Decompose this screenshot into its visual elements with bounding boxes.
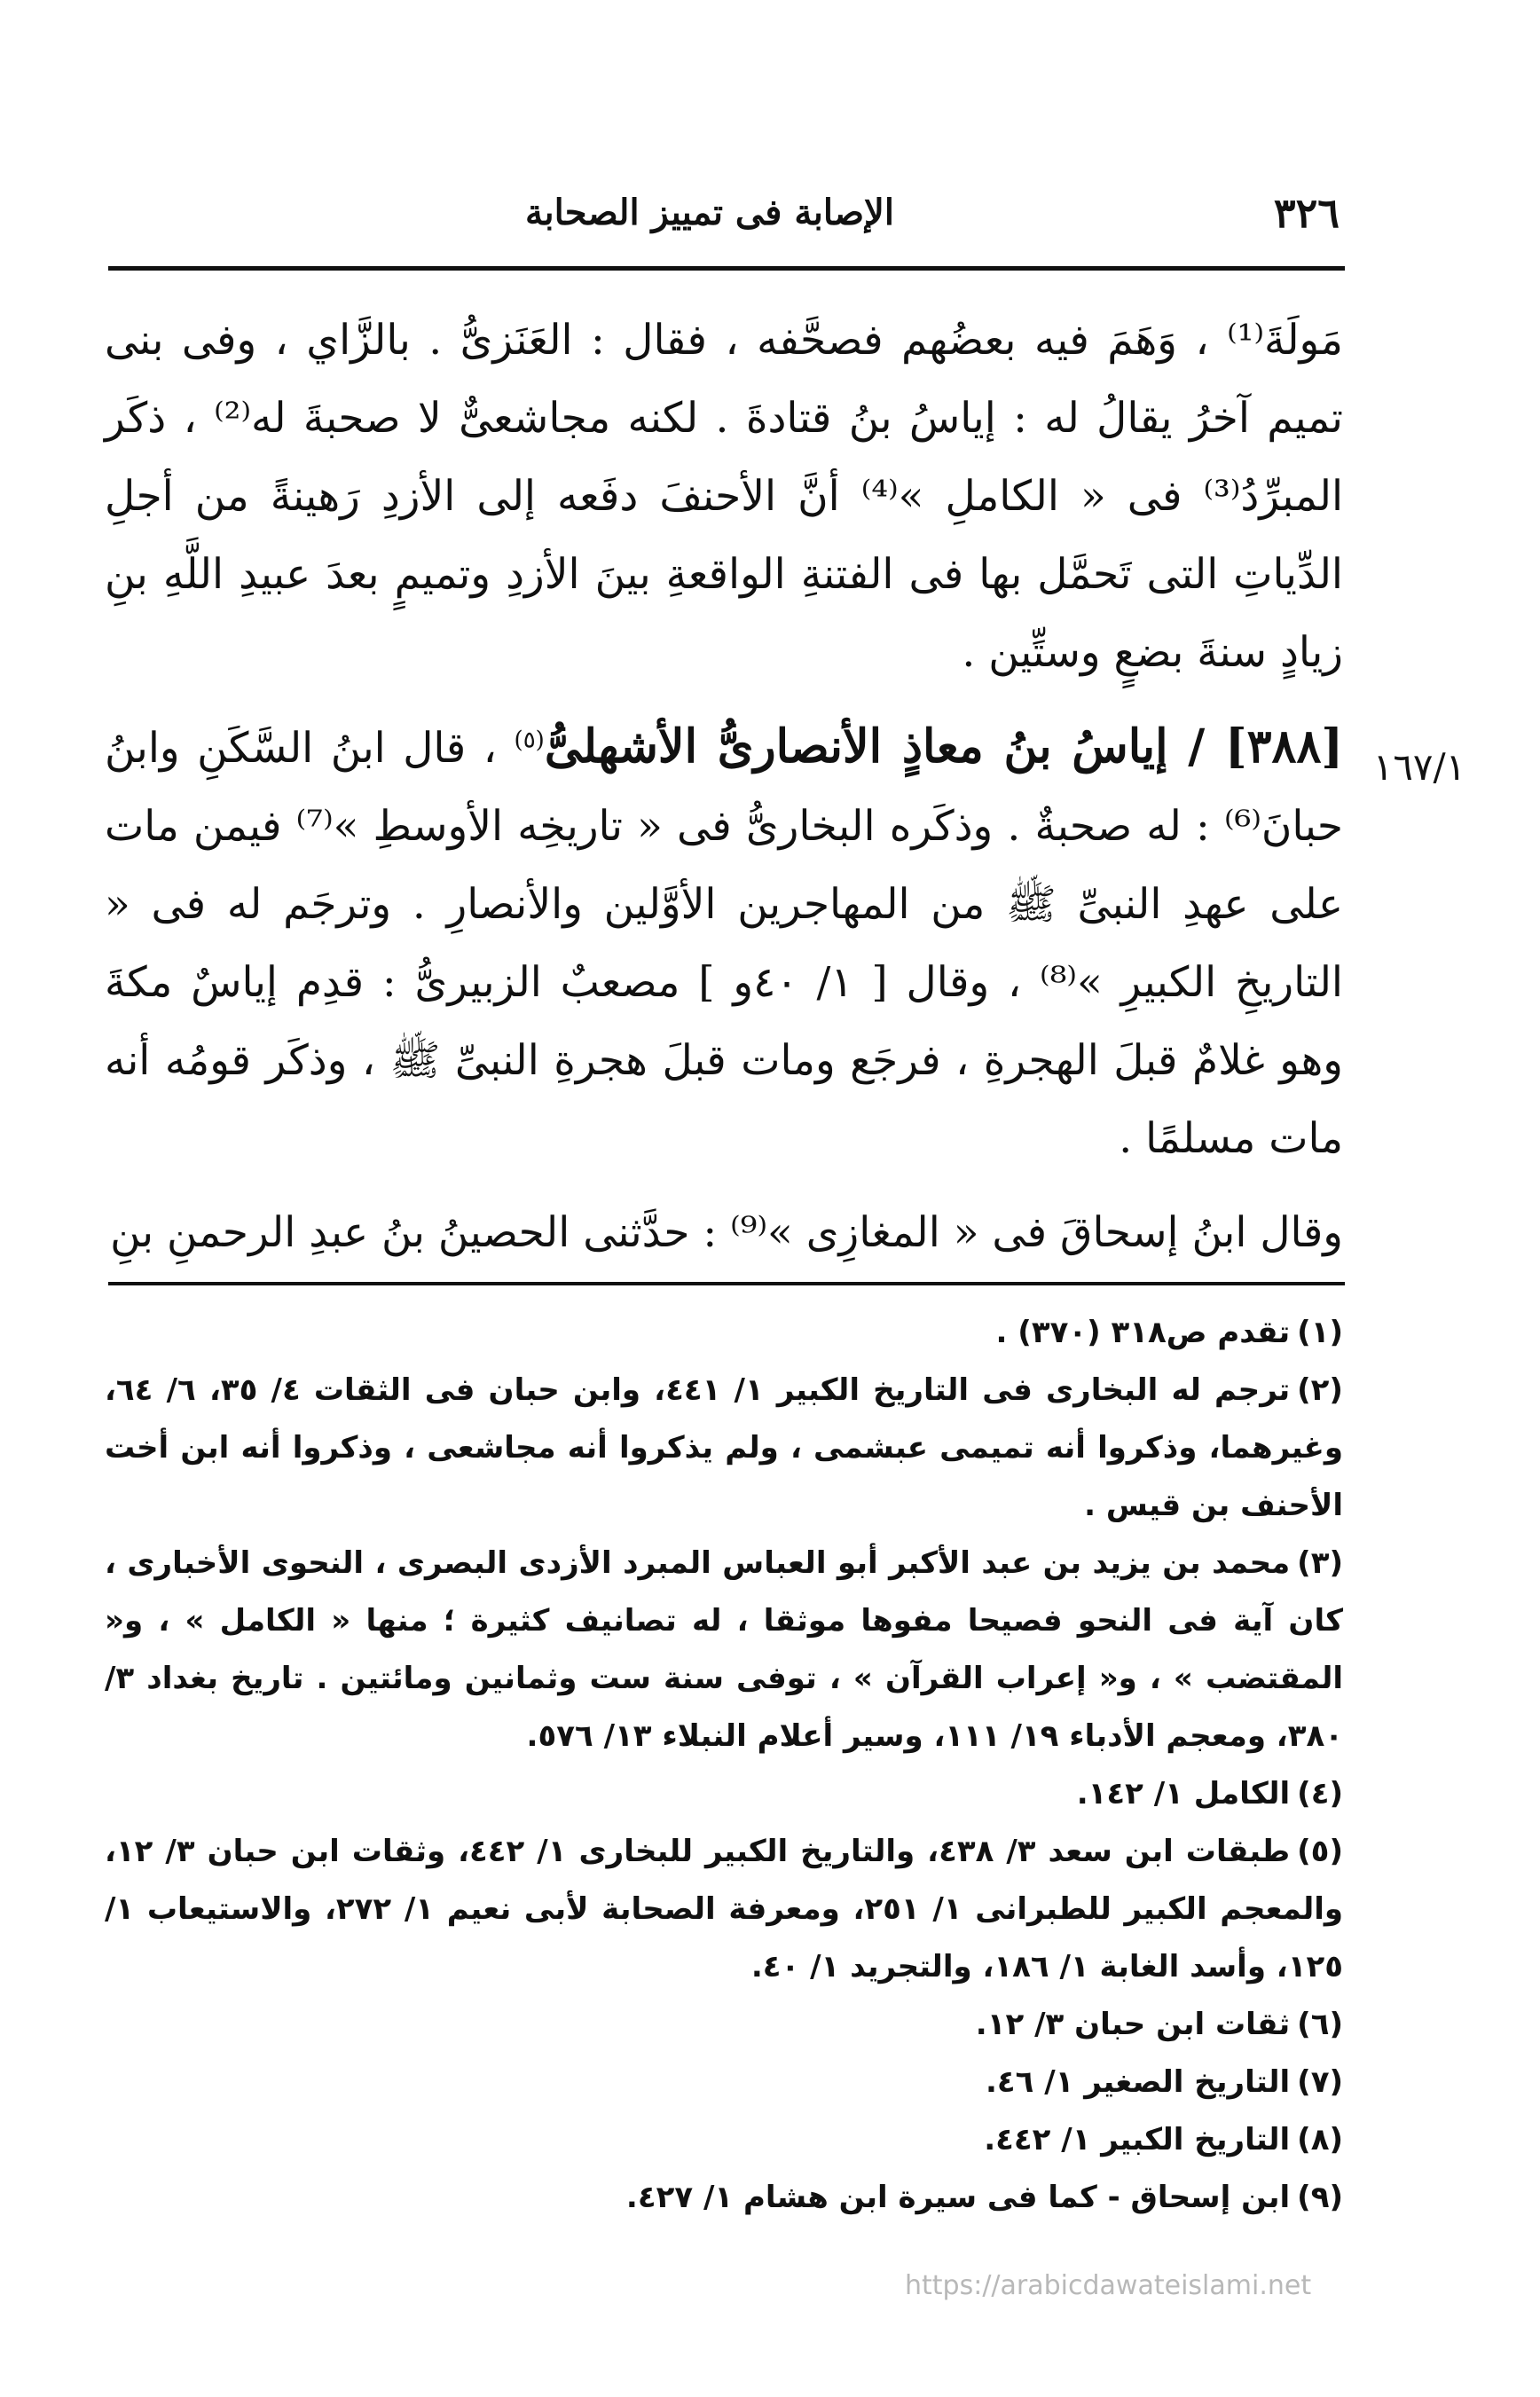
footnote-text: ابن إسحاق - كما فى سيرة ابن هشام ١/ ٤٢٧. — [625, 2180, 1291, 2215]
footnote-text: التاريخ الصغير ١/ ٤٦. — [985, 2064, 1291, 2100]
page-number: ٣٢٦ — [1273, 189, 1340, 237]
running-head-title: الإصابة فى تمييز الصحابة — [525, 192, 894, 233]
footnote — [105, 2111, 1343, 2169]
main-text — [105, 302, 1343, 1260]
footnote-text: محمد بن يزيد بن عبد الأكبر أبو العباس المبرد الأزدى البصرى ، النحوى الأخبارى ، كان آية فى النحو فصيحا مفوها موثقا ، له تصانيف كثيرة ؛ منها « الكامل » ، و« المقتضب » ، و« إعراب القرآن » ، توفى سنة ست وثمانين ومائتين . تاريخ بغداد ٣/ ٣٨٠، ومعجم الأدباء ١٩/ ١١١، وسير أعلام النبلاء ١٣/ ٥٧٦. — [105, 1545, 1343, 1754]
footnote — [105, 2054, 1343, 2111]
paragraph-1: مَولَةَ⁽¹⁾ ، وَهَمَ فيه بعضُهم فصحَّفه ، فقال : العَنَزىُّ . بالزَّاي ، وفى بنى تميم آخرُ يقالُ له : إياسُ بنُ قتادةَ . لكنه مجاشعىٌّ لا صحبةَ له⁽²⁾ ، ذكَر المبرِّدُ⁽³⁾ فى « الكاملِ »⁽⁴⁾ أنَّ الأحنفَ دفَعه إلى الأزدِ رَهينةً من أجلِ الدِّياتِ التى تَحمَّل بها فى الفتنةِ الواقعةِ بينَ الأزدِ وتميمٍ بعدَ عبيدِ اللَّهِ بنِ زيادٍ سنةَ بضعٍ وستِّين . — [105, 316, 1343, 677]
footnote-text: التاريخ الكبير ١/ ٤٤٢. — [984, 2122, 1291, 2157]
footnote-text: الكامل ١/ ١٤٢. — [1076, 1776, 1291, 1812]
footnote-number: (٣) — [1297, 1545, 1343, 1581]
footnote — [105, 1823, 1343, 1996]
entry-heading: [٣٨٨] / إياسُ بنُ معاذٍ الأنصارىُّ الأشهلىُّ — [544, 719, 1343, 774]
header-rule — [108, 266, 1345, 271]
footnote-number: (١) — [1297, 1315, 1343, 1350]
footnote — [105, 1304, 1343, 1362]
paragraph-2-text: ، قال ابنُ السَّكَنِ وابنُ حبانَ⁽⁶⁾ : له صحبةٌ . وذكَره البخارىُّ فى « تاريخِه الأوسطِ »⁽⁷⁾ فيمن مات على عهدِ النبىِّ ﷺ من المهاجرين الأوَّلين والأنصارِ . وترجَم له فى « التاريخِ الكبيرِ »⁽⁸⁾ ، وقال [ ١/ ٤٠و ] مصعبٌ الزبيرىُّ : قدِم إياسٌ مكةَ وهو غلامٌ قبلَ الهجرةِ ، فرجَع ومات قبلَ هجرةِ النبىِّ ﷺ ، وذكَر قومُه أنه مات مسلمًا . — [105, 724, 1343, 1163]
footnote-number: (٤) — [1297, 1776, 1343, 1812]
entry-heading-note: (٥) — [514, 727, 545, 754]
margin-reference: ١٦٧/١ — [1372, 745, 1466, 789]
footnote — [105, 1765, 1343, 1823]
footnote — [105, 1362, 1343, 1535]
footnote-number: (٩) — [1297, 2180, 1343, 2215]
footnote-text: تقدم ص٣١٨ (٣٧٠) . — [995, 1315, 1291, 1350]
footnote-text: ثقات ابن حبان ٣/ ١٢. — [975, 2007, 1291, 2042]
footnote-number: (٨) — [1297, 2122, 1343, 2157]
footnote — [105, 2169, 1343, 2227]
footnote-text: طبقات ابن سعد ٣/ ٤٣٨، والتاريخ الكبير للبخارى ١/ ٤٤٢، وثقات ابن حبان ٣/ ١٢، والمعجم الكبير للطبرانى ١/ ٢٥١، ومعرفة الصحابة لأبى نعيم ١/ ٢٧٢، والاستيعاب ١/ ١٢٥، وأسد الغابة ١/ ١٨٦، والتجريد ١/ ٤٠. — [105, 1834, 1343, 1984]
paragraph-2 — [105, 708, 1343, 1178]
footnote-rule — [108, 1282, 1345, 1285]
watermark-url: https://arabicdawateislami.net — [905, 2270, 1312, 2301]
footnotes — [105, 1304, 1343, 2307]
paragraph-3: وقال ابنُ إسحاقَ فى « المغازِى »⁽⁹⁾ : حدَّثنى الحصينُ بنُ عبدِ الرحمنِ بنِ — [110, 1208, 1343, 1257]
footnote — [105, 1535, 1343, 1765]
footnote-number: (٦) — [1297, 2007, 1343, 2042]
footnote-number: (٢) — [1297, 1372, 1343, 1408]
footnote-text: ترجم له البخارى فى التاريخ الكبير ١/ ٤٤١، وابن حبان فى الثقات ٤/ ٣٥، ٦/ ٦٤، وغيرهما، وذكروا أنه تميمى عبشمى ، ولم يذكروا أنه مجاشعى ، وذكروا أنه ابن أخت الأحنف بن قيس . — [105, 1372, 1343, 1523]
footnote-number: (٧) — [1297, 2064, 1343, 2100]
footnote-number: (٥) — [1297, 1834, 1343, 1869]
footnote — [105, 1996, 1343, 2054]
